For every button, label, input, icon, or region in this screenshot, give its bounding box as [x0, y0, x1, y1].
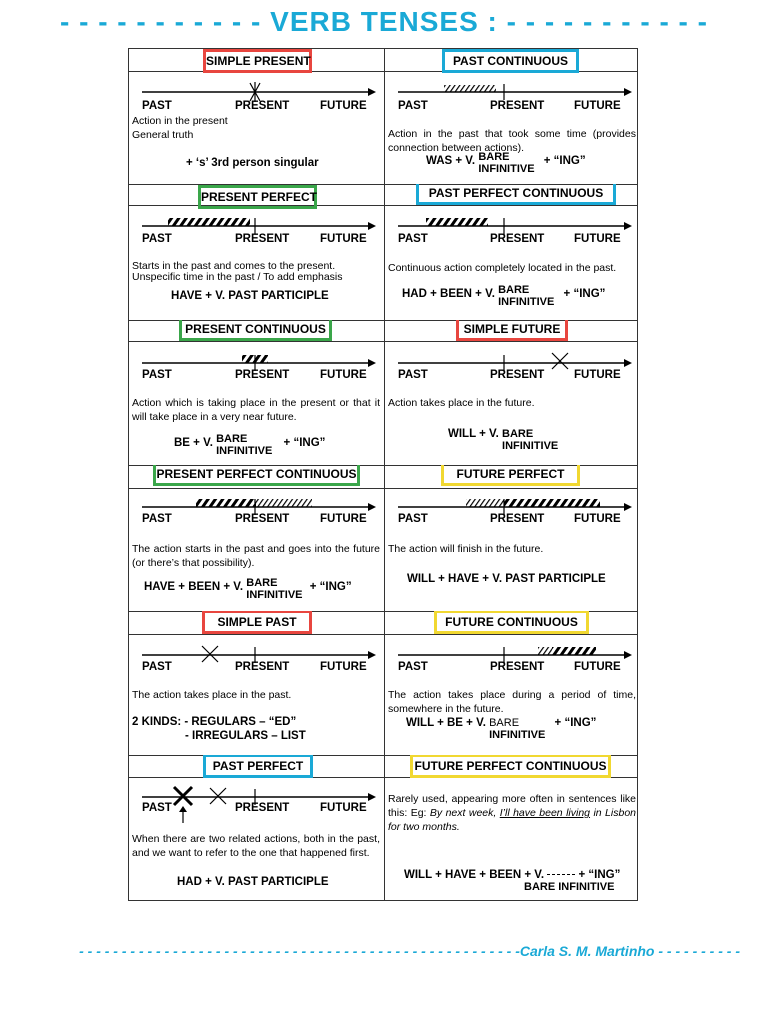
future-perfect-description: The action will finish in the future. — [388, 543, 544, 555]
future-perfect-continuous-formula: WILL + HAVE + BEEN + V. + “ING” BARE INFINITIVE — [404, 869, 621, 893]
present-perfect-continuous-formula: HAVE + BEEN + V. BARE INFINITIVE + “ING” — [144, 577, 352, 601]
future-label: FUTURE — [574, 100, 621, 112]
present-continuous-timeline — [130, 349, 380, 389]
future-continuous-cell — [386, 611, 640, 755]
future-perfect-title: FUTURE PERFECT — [441, 465, 580, 486]
future-label: FUTURE — [320, 233, 367, 245]
past-label: PAST — [142, 802, 172, 814]
present-continuous-formula: BE + V. BARE INFINITIVE + “ING” — [174, 433, 326, 457]
past-label: PAST — [142, 233, 172, 245]
simple-future-timeline — [386, 349, 636, 389]
future-label: FUTURE — [320, 100, 367, 112]
past-continuous-title: PAST CONTINUOUS — [442, 49, 579, 73]
past-label: PAST — [398, 100, 428, 112]
column-divider — [384, 48, 385, 901]
past-perfect-title: PAST PERFECT — [203, 755, 313, 778]
past-label: PAST — [142, 100, 172, 112]
past-perfect-continuous-timeline — [386, 212, 636, 252]
simple-future-title: SIMPLE FUTURE — [456, 320, 568, 341]
simple-past-timeline — [130, 641, 380, 681]
present-label: PRESENT — [235, 802, 290, 814]
future-perfect-continuous-description: Rarely used, appearing more often in sentences like this: Eg: By next week, I’ll have been living in Lisbon for two months. — [388, 793, 636, 833]
future-perfect-timeline — [386, 493, 636, 533]
past-perfect-cell — [130, 755, 384, 901]
simple-future-formula: WILL + V. BARE INFINITIVE — [448, 428, 559, 452]
future-label: FUTURE — [574, 369, 621, 381]
past-perfect-continuous-title: PAST PERFECT CONTINUOUS — [416, 184, 616, 205]
past-continuous-cell — [386, 48, 640, 184]
past-perfect-continuous-description: Continuous action completely located in the past. — [388, 262, 617, 274]
past-label: PAST — [142, 369, 172, 381]
future-perfect-cell — [386, 465, 640, 611]
present-continuous-description: Action which is taking place in the present or that it will take place in a very near future. — [132, 397, 380, 423]
present-perfect-formula: HAVE + V. PAST PARTICIPLE — [171, 290, 329, 302]
future-label: FUTURE — [320, 802, 367, 814]
past-perfect-continuous-formula: HAD + BEEN + V. BARE INFINITIVE + “ING” — [402, 284, 606, 308]
present-perfect-description: Starts in the past and comes to the present. Unspecific time in the past / To add emphasis — [132, 260, 343, 283]
past-continuous-timeline — [386, 78, 636, 118]
future-continuous-timeline — [386, 641, 636, 681]
present-perfect-timeline — [130, 212, 380, 252]
present-label: PRESENT — [235, 100, 290, 112]
past-continuous-formula: WAS + V. BARE INFINITIVE + “ING” — [426, 151, 586, 175]
present-label: PRESENT — [490, 661, 545, 673]
present-label: PRESENT — [490, 513, 545, 525]
future-label: FUTURE — [320, 513, 367, 525]
simple-present-cell — [130, 48, 384, 184]
present-label: PRESENT — [235, 369, 290, 381]
past-label: PAST — [142, 661, 172, 673]
future-label: FUTURE — [574, 233, 621, 245]
future-perfect-formula: WILL + HAVE + V. PAST PARTICIPLE — [407, 573, 606, 585]
future-perfect-continuous-cell — [386, 755, 640, 901]
future-perfect-continuous-title: FUTURE PERFECT CONTINUOUS — [410, 755, 611, 778]
present-label: PRESENT — [235, 233, 290, 245]
present-label: PRESENT — [490, 233, 545, 245]
present-perfect-cell — [130, 184, 384, 320]
author-credit: - - - - - - - - - - - - - - - - - - - - - - - - - - - - - - - - - - - - - - - - - - - - - - - - - - - -Carla S. M. Martinho - - - - - - - - - - — [79, 943, 740, 959]
present-label: PRESENT — [490, 100, 545, 112]
past-perfect-description: When there are two related actions, both in the past, and we want to refer to the one that happened first. — [132, 833, 380, 859]
past-label: PAST — [398, 233, 428, 245]
simple-past-cell — [130, 611, 384, 755]
past-label: PAST — [398, 661, 428, 673]
present-perfect-continuous-cell — [130, 465, 384, 611]
future-continuous-title: FUTURE CONTINUOUS — [434, 611, 589, 634]
future-label: FUTURE — [320, 369, 367, 381]
simple-present-description: Action in the present General truth — [132, 115, 228, 141]
present-perfect-continuous-description: The action starts in the past and goes into the future (or there’s that possibility). — [132, 543, 380, 569]
simple-present-formula: + ‘s’ 3rd person singular — [186, 157, 319, 169]
future-continuous-formula: WILL + BE + V. BARE INFINITIVE + “ING” — [406, 717, 597, 741]
past-perfect-formula: HAD + V. PAST PARTICIPLE — [177, 876, 329, 888]
past-perfect-continuous-cell — [386, 184, 640, 320]
simple-present-timeline — [130, 78, 380, 118]
past-continuous-description: Action in the past that took some time (provides connection between actions). — [388, 128, 636, 154]
present-label: PRESENT — [235, 513, 290, 525]
simple-present-title: SIMPLE PRESENT — [203, 49, 312, 73]
present-perfect-continuous-title: PRESENT PERFECT CONTINUOUS — [153, 465, 360, 486]
page-title: - - - - - - - - - - - VERB TENSES : - - - - - - - - - - - — [60, 6, 708, 37]
present-continuous-title: PRESENT CONTINUOUS — [179, 320, 332, 341]
future-label: FUTURE — [574, 513, 621, 525]
simple-future-description: Action takes place in the future. — [388, 397, 535, 409]
present-label: PRESENT — [490, 369, 545, 381]
past-label: PAST — [398, 513, 428, 525]
past-perfect-timeline — [130, 783, 380, 827]
simple-future-cell — [386, 320, 640, 465]
simple-past-title: SIMPLE PAST — [202, 611, 312, 634]
future-continuous-description: The action takes place during a period of time, somewhere in the future. — [388, 689, 636, 715]
present-continuous-cell — [130, 320, 384, 465]
present-perfect-title: PRESENT PERFECT — [198, 185, 317, 209]
simple-past-kinds: 2 KINDS: - REGULARS – “ED” - IRREGULARS – LIST — [132, 716, 306, 742]
past-label: PAST — [398, 369, 428, 381]
simple-past-description: The action takes place in the past. — [132, 689, 292, 701]
present-label: PRESENT — [235, 661, 290, 673]
future-label: FUTURE — [320, 661, 367, 673]
past-label: PAST — [142, 513, 172, 525]
future-label: FUTURE — [574, 661, 621, 673]
present-perfect-continuous-timeline — [130, 493, 380, 533]
